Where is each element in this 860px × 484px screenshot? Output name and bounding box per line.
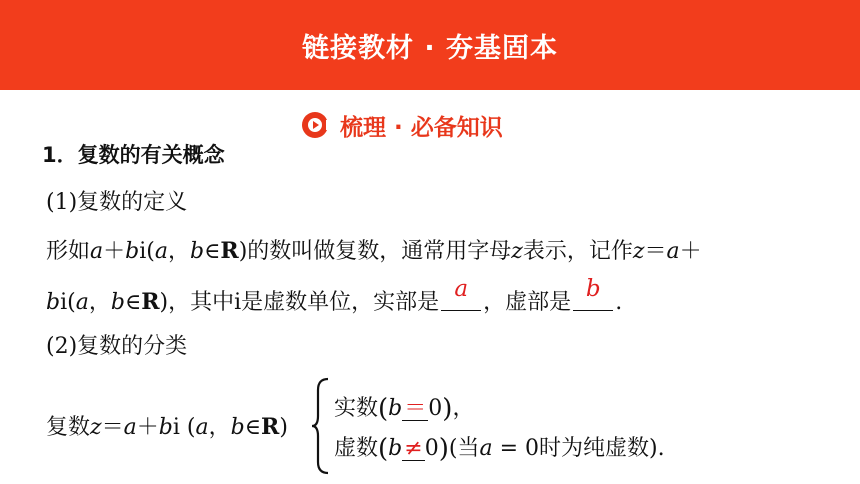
imag-unit: i( xyxy=(139,239,155,264)
answer-not-equals: ≠ xyxy=(402,434,424,464)
case-real-number xyxy=(334,394,474,424)
plus: ＋ xyxy=(136,415,159,440)
open-paren: ( xyxy=(378,434,389,464)
period: . xyxy=(615,290,623,315)
banner-title: 链接教材 · 夯基固本 xyxy=(301,32,559,64)
classification-lhs xyxy=(46,412,288,443)
text: 形如 xyxy=(46,239,91,264)
var-b: b xyxy=(230,415,245,440)
var-a: a xyxy=(90,239,104,264)
top-banner xyxy=(0,0,860,90)
var-a: a xyxy=(154,239,168,264)
section-header xyxy=(300,108,503,142)
var-z: z xyxy=(90,415,102,440)
definition-line-2 xyxy=(46,276,623,318)
plus: ＋ xyxy=(679,239,702,264)
plus: ＋ xyxy=(103,239,126,264)
var-a: a xyxy=(195,415,209,440)
real-set: R xyxy=(141,289,160,315)
text: 复数 xyxy=(46,415,91,440)
zero: 0 xyxy=(424,436,439,461)
element-of: ∈ xyxy=(204,239,221,264)
imag-unit: i( xyxy=(60,290,76,315)
close-paren: ) xyxy=(442,394,453,424)
var-b: b xyxy=(190,239,205,264)
left-brace xyxy=(310,376,332,476)
case-imaginary-number xyxy=(334,434,665,464)
heading-1: 1．复数的有关概念 xyxy=(42,143,225,167)
answer-equals: ＝ xyxy=(402,394,428,424)
text: )，其中i是虚数单位，实部是 xyxy=(159,290,440,315)
heading-1-1: (1)复数的定义 xyxy=(46,190,188,215)
var-b: b xyxy=(110,290,125,315)
real-part-blank xyxy=(441,276,481,311)
zero: 0 xyxy=(428,396,443,421)
text: (当 xyxy=(448,436,480,461)
element-of: ∈ xyxy=(124,290,142,315)
comma: ， xyxy=(452,396,475,421)
var-b: b xyxy=(158,415,173,440)
close-paren: ) xyxy=(438,434,449,464)
imag-part-blank xyxy=(573,276,613,311)
equals: ＝ xyxy=(101,415,124,440)
imag-part-answer: b xyxy=(585,276,601,302)
var-a: a xyxy=(479,436,493,461)
text: 实数 xyxy=(334,396,379,421)
real-part-answer: a xyxy=(454,276,469,302)
element-of: ∈ xyxy=(244,415,262,440)
play-circle-icon xyxy=(300,110,330,140)
heading-1-2: (2)复数的分类 xyxy=(46,334,188,359)
var-b: b xyxy=(388,436,403,461)
definition-line-1 xyxy=(46,236,702,267)
imag-unit: i ( xyxy=(172,415,196,440)
var-z: z xyxy=(632,239,645,264)
real-set: R xyxy=(261,414,280,440)
text: ，虚部是 xyxy=(483,290,572,315)
var-a: a xyxy=(666,239,680,264)
text: = 0时为纯虚数). xyxy=(492,436,665,461)
section-title: 梳理 · 必备知识 xyxy=(340,114,503,141)
var-z: z xyxy=(511,239,523,264)
equals: ＝ xyxy=(644,239,667,264)
comma: ， xyxy=(168,239,191,264)
var-b: b xyxy=(388,396,403,421)
close-paren: ) xyxy=(279,415,288,440)
text: 表示，记作 xyxy=(522,239,633,264)
open-paren: ( xyxy=(378,394,389,424)
var-a: a xyxy=(75,290,89,315)
comma: ， xyxy=(208,415,231,440)
var-b: b xyxy=(125,239,140,264)
var-a: a xyxy=(123,415,137,440)
comma: ， xyxy=(88,290,111,315)
text: )的数叫做复数，通常用字母 xyxy=(238,239,512,264)
real-set: R xyxy=(220,238,239,264)
var-b: b xyxy=(46,290,61,315)
text: 虚数 xyxy=(334,436,379,461)
